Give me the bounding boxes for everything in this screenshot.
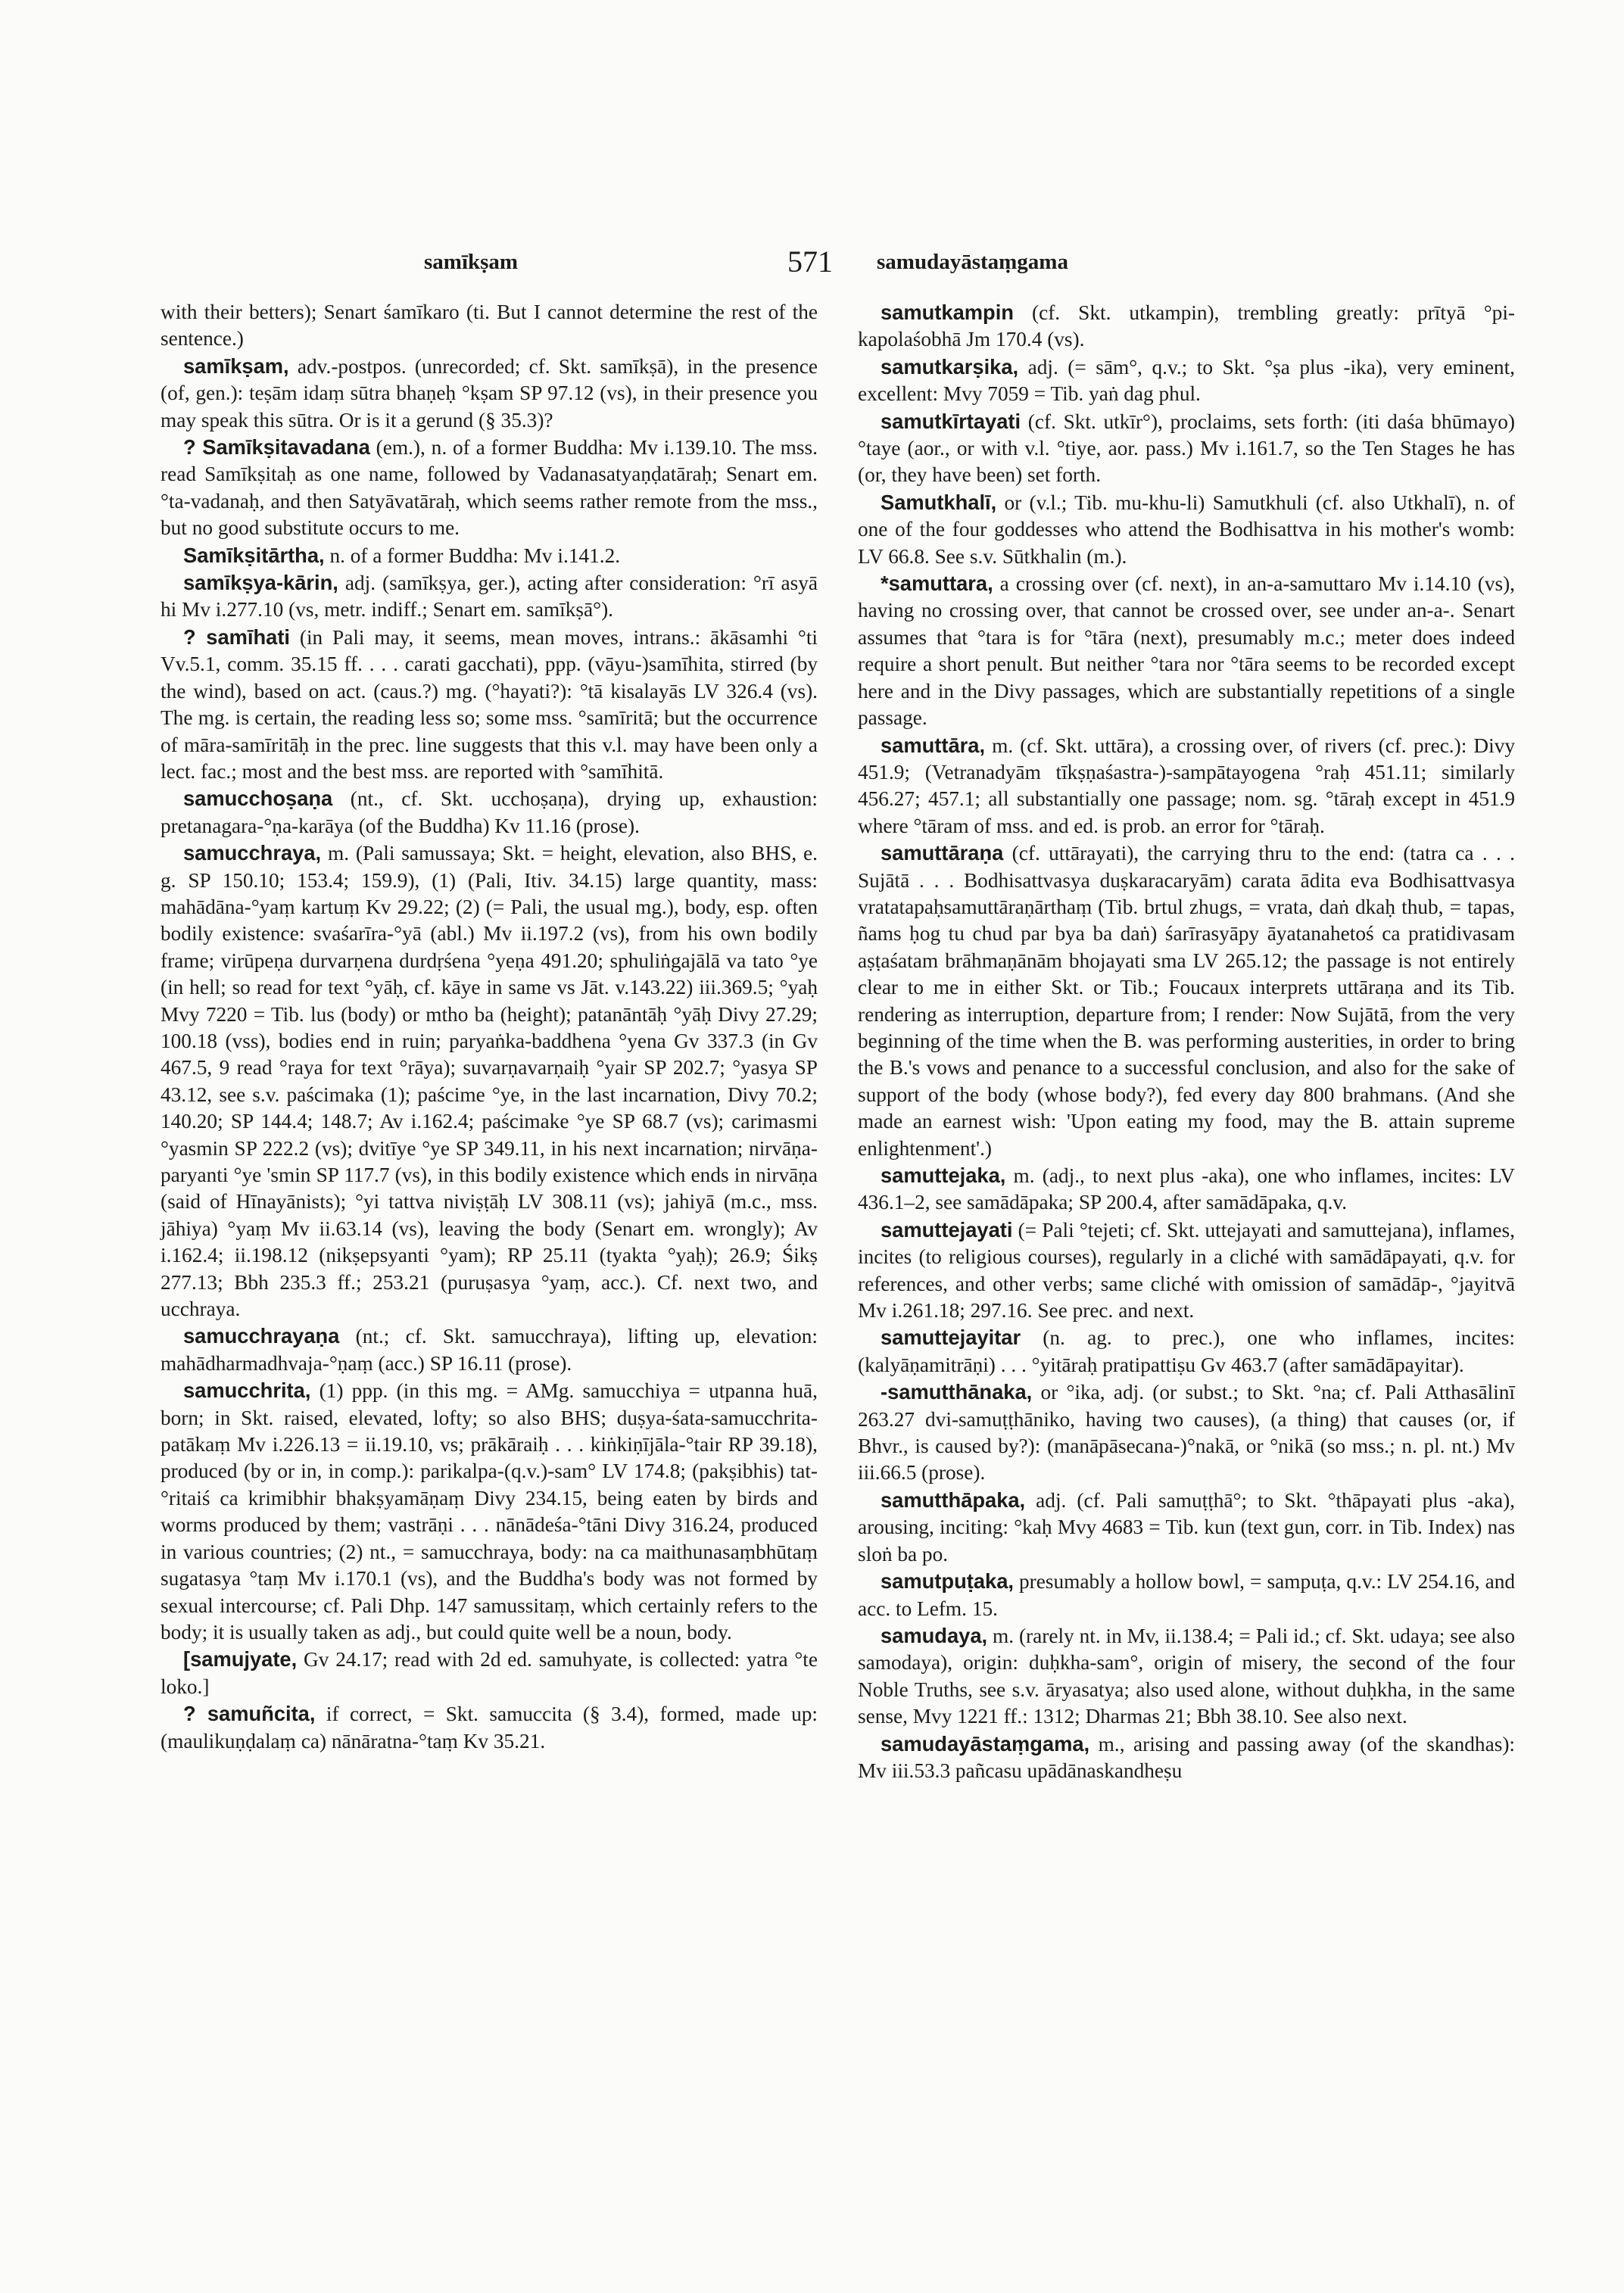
entry-text: (cf. Skt. utkīr°), proclaims, sets forth: (iti daśa bhūmayo) °taye (aor., or with v.l. °tiye, aor. pass.) Mv i.161.7, so the Ten Stages he has (or, they have been) set forth. xyxy=(858,410,1515,487)
entry-headword: ? samuñcita, xyxy=(183,1702,316,1726)
dictionary-entry xyxy=(858,732,1515,840)
dictionary-entry xyxy=(161,299,818,353)
entry-text: m. (cf. Skt. uttāra), a crossing over, of rivers (cf. prec.): Divy 451.9; (Vetranadyām tīkṣṇaśastra-)-sampātayogena °raḥ 451.11; similarly 456.27; 457.1; all substantially one passage; nom. sg. °tāraḥ except in 451.9 where °tāram of mss. and ed. is prob. an error for °tāraḥ. xyxy=(858,734,1515,837)
entry-text: (cf. uttārayati), the carrying thru to the end: (tatra ca . . . Sujātā . . . Bodhisattvasya duṣkaracaryām) carata ādita eva Bodhisattvasya vratatapaḥsamuttāraṇārthaṃ (Tib. brtul zhugs, = vrata, daṅ dkaḥ thub, = tapas, ñams ḥog tu chud par bya ba daṅ) śarīrasyāpy āyatanahetoś ca pratidivasam aṣṭaśatam brāhmaṇānām bhojayati sma LV 265.12; the passage is not entirely clear to me in either Skt. or Tib.; Foucaux interprets uttāraṇa and its Tib. rendering as interruption, departure from; I render: Now Sujātā, from the very beginning of the time when the B. was performing austerities, in order to bring the B.'s vows and penance to a successful conclusion, and also for the sake of support of the body (whose body?), fed every day 800 brahmans. (And she made an earnest wish: 'Upon eating my food, may the B. attain supreme enlightenment'.) xyxy=(858,842,1515,1160)
entry-text: (cf. Skt. utkampin), trembling greatly: prītyā °pi-kapolaśobhā Jm 170.4 (vs). xyxy=(858,301,1515,351)
page-number: 571 xyxy=(787,245,833,279)
entry-headword: samutkampin xyxy=(881,301,1014,324)
entry-text: adv.-postpos. (unrecorded; cf. Skt. samīkṣā), in the presence (of, gen.): teṣām idaṃ sūtra bhaṇeḥ °kṣam SP 97.12 (vs), in their presence you may speak this sūtra. Or is it a gerund (§ 35.3)? xyxy=(161,354,818,431)
entry-text: a crossing over (cf. next), in an-a-samuttaro Mv i.14.10 (vs), having no crossing over, that cannot be crossed over, see under an-a-. Senart assumes that °tara is for °tāra (next), presumably m.c.; meter does indeed require a short penult. But neither °tara nor °tāra seems to be recorded except here and in the Divy passages, which are substantially repetitions of a single passage. xyxy=(858,572,1515,730)
dictionary-entry xyxy=(858,1324,1515,1379)
entry-headword: samuttejayitar xyxy=(881,1326,1021,1350)
entry-headword: samutkarṣika, xyxy=(881,354,1019,379)
entry-headword: samuttāra, xyxy=(881,733,986,757)
dictionary-entry xyxy=(858,489,1515,570)
dictionary-entry xyxy=(858,1487,1515,1568)
entry-text: (em.), n. of a former Buddha: Mv i.139.10. The mss. read Samīkṣitaḥ as one name, followed by Vadanasatyaṇḍatāraḥ; Senart em. °ta-vadanaḥ, and then Satyāvatāraḥ, which seems rather remote from the mss., but no good substitute occurs to me. xyxy=(161,436,818,540)
dictionary-entry xyxy=(161,840,818,1323)
entry-headword: samucchrita, xyxy=(183,1379,311,1403)
entry-text: adj. (= sām°, q.v.; to Skt. °ṣa plus -ika), very eminent, excellent: Mvy 7059 = Tib. yaṅ dag phul. xyxy=(858,355,1515,406)
entry-text: (= Pali °tejeti; cf. Skt. uttejayati and samuttejana), inflames, incites (to religious courses), regularly in a cliché with samādāpayati, q.v. for references, and other verbs; same cliché with omission of samādāp-, °jayitvā Mv i.261.18; 297.16. See prec. and next. xyxy=(858,1218,1515,1323)
dictionary-entry xyxy=(161,353,818,434)
entry-headword: [samujyate, xyxy=(183,1647,298,1671)
entry-headword: samuttejaka, xyxy=(881,1164,1006,1187)
entry-headword: ? Samīkṣitavadana xyxy=(183,435,370,460)
entry-headword: samucchoṣaṇa xyxy=(183,787,333,811)
entry-text: m., arising and passing away (of the skandhas): Mv iii.53.3 pañcasu upādānaskandheṣu xyxy=(858,1732,1515,1782)
dictionary-entry xyxy=(161,1700,818,1755)
entry-text: or °ika, adj. (or subst.; to Skt. °na; cf. Pali Atthasālinī 263.27 dvi-samuṭṭhāniko, having two causes), (a thing) that causes (or, if Bhvr., is caused by?): (manāpāsecana-)°nakā, or °nikā (so mss.; n. pl. nt.) Mv iii.66.5 (prose). xyxy=(858,1381,1515,1485)
dictionary-entry xyxy=(858,840,1515,1162)
entry-headword: samucchraya, xyxy=(183,841,322,865)
entry-text: with their betters); Senart śamīkaro (ti. But I cannot determine the rest of the sentence.) xyxy=(161,301,818,350)
dictionary-entry xyxy=(858,408,1515,489)
entry-headword: samudayāstaṃgama, xyxy=(881,1731,1090,1756)
entry-text: if correct, = Skt. samuccita (§ 3.4), formed, made up: (maulikuṇḍalaṃ ca) nānāratna-°taṃ Kv 35.21. xyxy=(161,1703,818,1752)
dictionary-entry xyxy=(858,1217,1515,1325)
entry-headword: Samutkhalī, xyxy=(881,490,997,514)
dictionary-entry xyxy=(161,434,818,542)
left-column xyxy=(161,299,818,1755)
dictionary-entry xyxy=(858,1622,1515,1731)
dictionary-entry xyxy=(161,542,818,569)
dictionary-entry xyxy=(161,1323,818,1377)
dictionary-entry xyxy=(161,1646,818,1700)
entry-text: Gv 24.17; read with 2d ed. samuhyate, is collected: yatra °te loko.] xyxy=(161,1648,818,1698)
entry-headword: samīkṣya-kārin, xyxy=(183,571,338,595)
entry-text: (1) ppp. (in this mg. = AMg. samucchiya = utpanna huā, born; in Skt. raised, elevated, lofty; so also BHS; duṣya-śata-samucchrita-patākaṃ Mv i.226.13 = ii.19.10, vs; prākāraiḥ . . . kiṅkiṇījāla-°tair RP 39.18), produced (by or in, in comp.): parikalpa-(q.v.)-sam° LV 174.8; (pakṣibhis) tat-°ritaiś ca krimibhir bhakṣyamāṇaṃ Divy 234.15, being eaten by birds and worms produced by them; vastrāṇi . . . nānādeśa-°tāni Divy 316.24, produced in various countries; (2) nt., = samucchraya, body: na ca maithunasaṃbhūtaṃ sugatasya °taṃ Mv i.170.1 (vs), and the Buddha's body was not formed by sexual intercourse; cf. Pali Dhp. 147 samussitaṃ, which certainly refers to the body; it is usually taken as adj., but could quite well be a noun, body. xyxy=(161,1379,818,1643)
dictionary-entry xyxy=(858,299,1515,354)
dictionary-entry xyxy=(858,1379,1515,1487)
dictionary-entry xyxy=(161,569,818,624)
entry-headword: ? samīhati xyxy=(183,625,291,649)
dictionary-entry xyxy=(161,1377,818,1646)
running-head-left: samīkṣam xyxy=(424,250,519,274)
dictionary-entry xyxy=(858,354,1515,408)
entry-headword: samīkṣam, xyxy=(183,354,289,378)
entry-text: presumably a hollow bowl, = sampuṭa, q.v.: LV 254.16, and acc. to Lefm. 15. xyxy=(858,1570,1515,1620)
right-column xyxy=(858,299,1515,1784)
entry-headword: samudaya, xyxy=(881,1623,988,1647)
running-head-right: samudayāstaṃgama xyxy=(877,250,1068,274)
entry-headword: samucchrayaṇa xyxy=(183,1324,340,1348)
dictionary-entry xyxy=(858,570,1515,731)
entry-text: (n. ag. to prec.), one who inflames, incites: (kalyāṇamitrāṇi) . . . °yitāraḥ pratipattiṣu Gv 463.7 (after samādāpayitar). xyxy=(858,1326,1515,1376)
entry-text: (in Pali may, it seems, mean moves, intrans.: ākāsamhi °ti Vv.5.1, comm. 35.15 ff. . . . carati gacchati), ppp. (vāyu-)samīhita, stirred (by the wind), based on act. (caus.?) mg. (°hayati?): °tā kisalayās LV 326.4 (vs). The mg. is certain, the reading less so; some mss. °samīritā; but the occurrence of māra-samīritāḥ in the prec. line suggests that this v.l. may have been only a lect. fac.; most and the best mss. are reported with °samīhitā. xyxy=(161,625,818,783)
entry-headword: samutkīrtayati xyxy=(881,409,1021,433)
entry-text: n. of a former Buddha: Mv i.141.2. xyxy=(324,544,621,567)
entry-text: (nt.; cf. Skt. samucchraya), lifting up, elevation: mahādharmadhvaja-°ṇaṃ (acc.) SP 16.11 (prose). xyxy=(161,1325,818,1375)
entry-text: m. (adj., to next plus -aka), one who inflames, incites: LV 436.1–2, see samādāpaka; SP 200.4, after samādāpaka, q.v. xyxy=(858,1164,1515,1214)
entry-headword: samutpuṭaka, xyxy=(881,1569,1014,1594)
entry-headword: -samutthānaka, xyxy=(881,1380,1033,1404)
entry-headword: samuttāraṇa xyxy=(881,841,1004,865)
entry-text: (nt., cf. Skt. ucchoṣaṇa), drying up, exhaustion: pretanagara-°ṇa-karāya (of the Buddha) Kv 11.16 (prose). xyxy=(161,787,818,837)
dictionary-entry xyxy=(858,1731,1515,1785)
dictionary-entry xyxy=(161,785,818,840)
entry-text: m. (rarely nt. in Mv, ii.138.4; = Pali id.; cf. Skt. udaya; see also samodaya), origin: duḥkha-sam°, origin of misery, the second of the four Noble Truths, see s.v. āryasatya; also used alone, without duḥkha, in the same sense, Mvy 1221 ff.: 1312; Dharmas 21; Bbh 38.10. See also next. xyxy=(858,1624,1515,1728)
entry-headword: Samīkṣitārtha, xyxy=(183,543,325,567)
entry-text: adj. (cf. Pali samuṭṭhā°; to Skt. °thāpayati plus -aka), arousing, inciting: °kaḥ Mvy 4683 = Tib. kun (text gun, corr. in Tib. Index) nas sloṅ ba po. xyxy=(858,1488,1515,1566)
entry-headword: samuttejayati xyxy=(881,1217,1013,1242)
entry-headword: samutthāpaka, xyxy=(881,1488,1026,1512)
dictionary-entry xyxy=(858,1162,1515,1217)
dictionary-entry xyxy=(161,624,818,785)
entry-headword: *samuttara, xyxy=(881,572,993,596)
entry-text: m. (Pali samussaya; Skt. = height, elevation, also BHS, e. g. SP 150.10; 153.4; 159.9), (1) (Pali, Itiv. 34.15) large quantity, mass: mahādāna-°yaṃ kartuṃ Kv 29.22; (2) (= Pali, the usual mg.), body, esp. often bodily existence: svaśarīra-°yā (abl.) Mv ii.197.2 (vs), from his own bodily frame; virūpeṇa durvarṇena durdṛśena °yeṇa 491.20; sphuliṅgajālā va tato °ye (in hell; so read for text °yāḥ, cf. kāye in same vs Jāt. v.143.22) iii.369.5; °yaḥ Mvy 7220 = Tib. lus (body) or mtho ba (height); patanāntāḥ °yāḥ Divy 27.29; 100.18 (vss), bodies end in ruin; paryaṅka-baddhena °yena Gv 337.3 (in Gv 467.5, 9 read °raya for text °rāya); suvarṇavarṇaiḥ °yair SP 202.7; °yasya SP 43.12, see s.v. paścimaka (1); paścime °ye, in the last incarnation, Divy 70.2; 140.20; SP 144.4; 148.7; Av i.162.4; paścimake °ye SP 68.7 (vs); carimasmi °yasmin SP 222.2 (vs); dvitīye °ye SP 349.11, in his next incarnation; nirvāṇa-paryanti °ye 'smin SP 117.7 (vs), in this bodily existence which ends in nirvāṇa (said of Hīnayānists); °yi tattva niviṣṭāḥ LV 308.11 (vs); jahiyā (m.c., mss. jāhiya) °yaṃ Mv ii.63.14 (vs), leaving the body (Senart em. wrongly); Av i.162.4; ii.198.12 (nikṣepsyanti °yam); RP 25.11 (tyakta °yaḥ); 26.9; Śikṣ 277.13; Bbh 235.3 ff.; 253.21 (puruṣasya °yaṃ, acc.). Cf. next two, and ucchraya. xyxy=(161,842,818,1321)
entry-text: or (v.l.; Tib. mu-khu-li) Samutkhuli (cf. also Utkhalī), n. of one of the four goddesses who attend the Bodhisattva in his mother's womb: LV 66.8. See s.v. Sūtkhalin (m.). xyxy=(858,491,1515,568)
dictionary-entry xyxy=(858,1568,1515,1622)
entry-text: adj. (samīkṣya, ger.), acting after consideration: °rī asyā hi Mv i.277.10 (vs, metr. indiff.; Senart em. samīkṣā°). xyxy=(161,572,818,622)
